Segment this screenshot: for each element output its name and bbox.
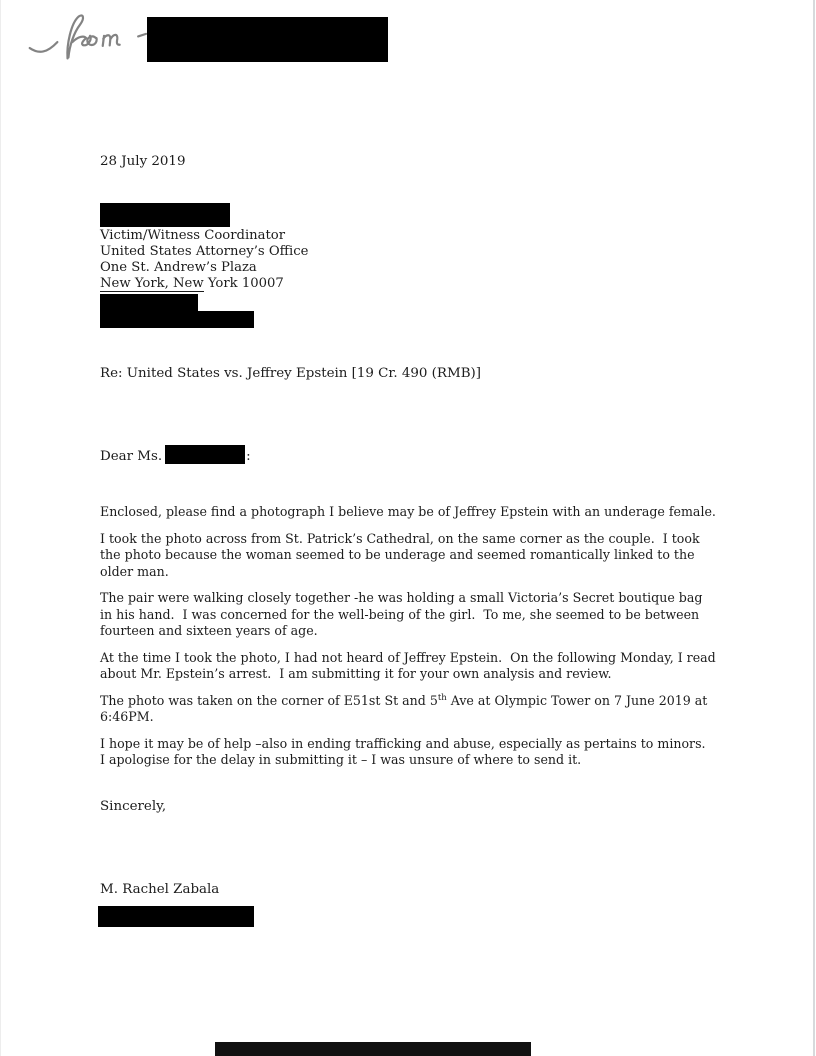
body-paragraph-2: I took the photo across from St. Patrick’s Cathedral, on the same corner as the couple. I took the photo because the woman seemed to be underage and seemed romantically linked to the older man.: [100, 530, 704, 579]
handwriting-strokes: [24, 6, 149, 66]
salutation-suffix: :: [246, 449, 251, 464]
body-paragraph-5-end: Ave at Olympic Tower on 7 June 2019 at 6:46PM.: [100, 692, 712, 724]
redaction-bar-contact-bottom: [100, 311, 254, 328]
redaction-bar-recipient-name: [100, 203, 230, 227]
letter-body: [100, 504, 718, 779]
recipient-city-underlined: New York, New: [100, 276, 204, 291]
redaction-bar-contact-top: [100, 294, 198, 311]
redaction-bar-sender: [147, 17, 388, 62]
redaction-bar-salutation-name: [165, 445, 245, 464]
ordinal-superscript: th: [437, 692, 447, 703]
body-paragraph-3: The pair were walking closely together -he was holding a small Victoria’s Secret boutique bag in his hand. I was concerned for the well-being of the girl. To me, she seemed to be between fourteen and sixteen years of age.: [100, 590, 707, 638]
redaction-bar-signature: [98, 906, 254, 927]
signature-name: M. Rachel Zabala: [100, 882, 220, 897]
recipient-org: United States Attorney’s Office: [100, 244, 309, 259]
body-paragraph-5-start: The photo was taken on the corner of E51st St and 5: [100, 692, 438, 708]
recipient-street: One St. Andrew’s Plaza: [100, 260, 257, 275]
redaction-bar-page-bottom: [215, 1042, 531, 1056]
body-paragraph-4: At the time I took the photo, I had not heard of Jeffrey Epstein. On the following Monday, I read about Mr. Epstein’s arrest. I am submitting it for your own analysis and review.: [100, 649, 720, 681]
body-paragraph-5: [100, 693, 718, 726]
handwritten-from-note: [24, 6, 149, 66]
body-paragraph-6: I hope it may be of help –also in ending trafficking and abuse, especially as pertains to minors. I apologise for the delay in submitting it – I was unsure of where to send it.: [100, 735, 714, 767]
valediction: Sincerely,: [100, 799, 167, 814]
body-paragraph-1: Enclosed, please find a photograph I believe may be of Jeffrey Epstein with an underage female.: [100, 504, 716, 519]
letter-date: 28 July 2019: [100, 154, 186, 169]
recipient-title: Victim/Witness Coordinator: [100, 228, 286, 243]
scan-artifact-right-edge: [813, 0, 815, 1056]
salutation-line: [100, 445, 251, 464]
subject-line: Re: United States vs. Jeffrey Epstein [19 Cr. 490 (RMB)]: [100, 366, 481, 381]
scan-artifact-left-edge: [0, 0, 1, 1056]
recipient-city-rest: York 10007: [203, 276, 284, 291]
recipient-city-line: [100, 276, 284, 292]
salutation-prefix: Dear Ms.: [100, 449, 163, 464]
